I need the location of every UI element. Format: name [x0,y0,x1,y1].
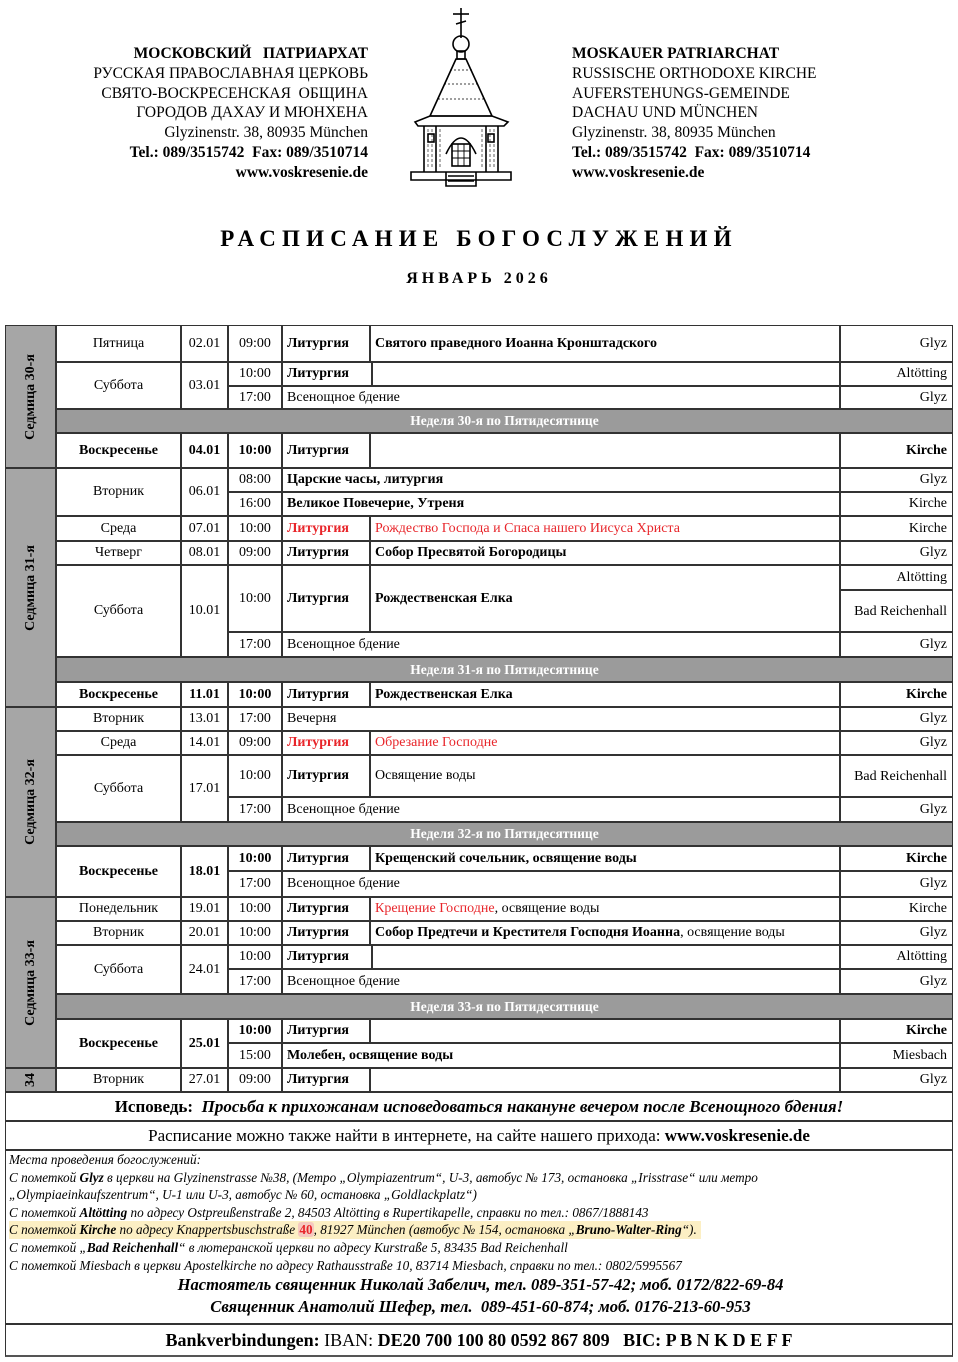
time-cell: 17:00 [228,969,282,994]
confession-text: Просьба к прихожанам исповедоваться накануне вечером после Всенощного бдения! [201,1097,844,1116]
date-cell: 02.01 [181,325,228,362]
day-cell: Воскресенье [56,1019,181,1068]
time-cell: 17:00 [228,707,282,731]
service-cell: Всенощное бдение [282,871,840,897]
date-cell: 27.01 [181,1068,228,1092]
sunday-header: Неделя 31-я по Пятидесятнице [56,657,953,682]
bank-details [5,1324,953,1357]
feast-suffix: , освящение воды [680,925,785,940]
place-miesbach: С пометкой Miesbach в церкви Apostelkirche по адресу Rathausstraße 10, 83714 Miesbach, справки по тел.: 0802/5995567 [9,1257,682,1273]
service-cell: Великое Повечерие, Утреня [282,492,840,516]
date-cell: 06.01 [181,468,228,516]
service-cell: Всенощное бдение [282,969,840,994]
feast-cell: Святого праведного Иоанна Кронштадского [370,325,840,362]
day-cell: Среда [56,516,181,541]
patriarchate-ru: МОСКОВСКИЙ ПАТРИАРХАТ [133,45,368,62]
service-cell: Вечерня [282,707,840,731]
date-cell: 03.01 [181,362,228,409]
place-kirche: С пометкой Kirche по адресу Knappertsbuschstraße 40, 81927 München (автобус № 154, остановка „Bruno-Walter-Ring“). [9,1221,952,1239]
feast-cell: Крещенский сочельник, освящение воды [370,846,840,871]
place-cell: Bad Reichenhall [840,590,953,632]
date-cell: 11.01 [181,682,228,707]
day-cell: Вторник [56,921,181,945]
place-altoetting: С пометкой Altötting по адресу Ostpreußenstraße 2, 84503 Altötting в Rupertikapelle, справки по тел.: 0867/1888143 [9,1204,649,1220]
place-cell: Glyz [840,871,953,897]
time-cell: 10:00 [228,433,282,468]
place-reichenhall: С пометкой „Bad Reichenhall“ в лютеранской церкви по адресу Kurstraße 5, 83435 Bad Reichenhall [9,1239,568,1255]
day-cell: Вторник [56,468,181,516]
time-cell: 15:00 [228,1043,282,1068]
feast-cell [372,945,840,969]
time-cell: 16:00 [228,492,282,516]
service-cell: Литургия [282,897,370,921]
service-cell: Царские часы, литургия [282,468,840,492]
address-de: Glyzinenstr. 38, 80935 München [572,124,776,142]
week-label: Седмица 32-я [5,707,56,897]
service-cell: Литургия [282,433,370,468]
service-cell: Литургия [282,921,370,945]
feast-cell [372,362,840,386]
time-cell: 08:00 [228,468,282,492]
service-cell: Литургия [282,325,370,362]
place-glyz-continued: „Olympiaeinkaufszentrum“, U-1 или U-3, автобус № 60, остановка „Goldlackplatz“) [9,1187,477,1203]
time-cell: 10:00 [228,682,282,707]
place-cell: Glyz [840,921,953,945]
place-glyz: С пометкой Glyz в церкви на Glyzinenstrasse №38, (Метро „Olympiazentrum“, U-3, автобус № 173, остановка „Irisstrase“ или метро [9,1169,758,1185]
date-cell: 24.01 [181,945,228,994]
time-cell: 10:00 [228,846,282,871]
service-cell: Литургия [282,682,370,707]
date-cell: 20.01 [181,921,228,945]
place-cell: Glyz [840,707,953,731]
week-label: 34 [5,1068,56,1092]
place-cell: Altötting [840,362,953,386]
feast-cell [370,921,840,945]
service-cell: Литургия [282,731,370,755]
place-cell: Kirche [840,492,953,516]
day-cell: Суббота [56,945,181,994]
address-ru: Glyzinenstr. 38, 80935 München [164,124,368,142]
service-cell: Литургия [282,516,370,541]
place-cell: Bad Reichenhall [840,755,953,797]
place-cell: Glyz [840,325,953,362]
time-cell: 09:00 [228,541,282,565]
place-cell: Glyz [840,468,953,492]
service-cell: Всенощное бдение [282,632,840,657]
website-note [5,1121,953,1150]
service-cell: Литургия [282,755,370,797]
time-cell: 17:00 [228,632,282,657]
service-cell: Литургия [282,362,372,386]
website-note-text: Расписание можно также найти в интернете, на сайте нашего прихода: [148,1126,665,1145]
feast-cell: Рождественская Елка [370,565,840,632]
bank-label: Bankverbindungen: [165,1330,320,1350]
rector-contact: Настоятель священник Николай Забелич, тел. 089-351-57-42; моб. 0172/822-69-84 [177,1275,784,1295]
day-cell: Вторник [56,707,181,731]
time-cell: 17:00 [228,386,282,409]
day-cell: Вторник [56,1068,181,1092]
place-cell: Kirche [840,682,953,707]
day-cell: Суббота [56,755,181,822]
feast-suffix: , освящение воды [494,901,600,916]
highlighted-number: 40 [299,1222,313,1238]
bic-label: BIC: [609,1330,666,1350]
week-label: Седмица 31-я [5,468,56,707]
cities-de: DACHAU UND MÜNCHEN [572,104,758,122]
date-cell: 08.01 [181,541,228,565]
time-cell: 17:00 [228,797,282,822]
place-cell: Glyz [840,541,953,565]
week-label: Седмица 33-я [5,897,56,1068]
page-subtitle: ЯНВАРЬ 2026 [406,270,552,287]
time-cell: 10:00 [228,921,282,945]
date-cell: 10.01 [181,565,228,657]
date-cell: 17.01 [181,755,228,822]
service-cell: Всенощное бдение [282,386,840,409]
time-cell: 09:00 [228,325,282,362]
place-cell: Kirche [840,516,953,541]
date-cell: 25.01 [181,1019,228,1068]
website-link[interactable]: www.voskresenie.de [664,1126,810,1145]
feast-cell: Освящение воды [370,755,840,797]
place-cell: Kirche [840,1019,953,1043]
sunday-header: Неделя 33-я по Пятидесятнице [56,994,953,1019]
website-ru[interactable]: www.voskresenie.de [235,163,368,181]
iban-label: IBAN: [319,1330,378,1350]
day-cell: Среда [56,731,181,755]
feast-cell: Рождественская Елка [370,682,840,707]
sunday-header: Неделя 30-я по Пятидесятнице [56,409,953,433]
place-cell: Glyz [840,632,953,657]
community-ru: СВЯТО-ВОСКРЕСЕНСКАЯ ОБЩИНА [101,84,368,102]
website-de[interactable]: www.voskresenie.de [572,163,705,181]
place-cell: Altötting [840,565,953,590]
sunday-header: Неделя 32-я по Пятидесятнице [56,822,953,846]
service-cell: Литургия [282,541,370,565]
time-cell: 10:00 [228,565,282,632]
feast-cell: Собор Пресвятой Богородицы [370,541,840,565]
day-cell: Суббота [56,362,181,409]
time-cell: 17:00 [228,871,282,897]
header-russian [93,44,368,183]
church-icon [408,4,544,190]
time-cell: 10:00 [228,516,282,541]
header-german [572,44,817,183]
service-cell: Литургия [282,1068,370,1092]
date-cell: 04.01 [181,433,228,468]
week-label: Седмица 30-я [5,325,56,468]
date-cell: 18.01 [181,846,228,897]
time-cell: 10:00 [228,362,282,386]
phone-ru: Tel.: 089/3515742 Fax: 089/3510714 [129,143,368,161]
feast-cell: Обрезание Господне [370,731,840,755]
place-cell: Kirche [840,433,953,468]
place-cell: Altötting [840,945,953,969]
cities-ru: ГОРОДОВ ДАХАУ И МЮНХЕНА [136,104,368,122]
places-heading: Места проведения богослужений: [9,1152,201,1167]
time-cell: 10:00 [228,945,282,969]
place-cell: Glyz [840,386,953,409]
place-cell: Glyz [840,1068,953,1092]
service-cell: Литургия [282,846,370,871]
service-cell: Литургия [282,1019,370,1043]
service-cell: Молебен, освящение воды [282,1043,840,1068]
date-cell: 14.01 [181,731,228,755]
date-cell: 13.01 [181,707,228,731]
community-de: AUFERSTEHUNGS-GEMEINDE [572,84,790,102]
day-cell: Четверг [56,541,181,565]
priest-contact: Священник Анатолий Шефер, тел. 089-451-60-874; моб. 0176-213-60-953 [210,1297,751,1317]
time-cell: 10:00 [228,1019,282,1043]
date-cell: 07.01 [181,516,228,541]
place-cell: Kirche [840,846,953,871]
feast-name: Собор Предтечи и Крестителя Господня Иоанна [375,925,681,940]
time-cell: 09:00 [228,731,282,755]
place-cell: Miesbach [840,1043,953,1068]
feast-cell [370,897,840,921]
day-cell: Пятница [56,325,181,362]
place-cell: Glyz [840,797,953,822]
iban-value: DE20 700 100 80 0592 867 809 [377,1330,610,1350]
schedule-table [5,325,953,1092]
time-cell: 10:00 [228,755,282,797]
confession-note [5,1092,953,1121]
patriarchate-de: MOSKAUER PATRIARCHAT [572,45,780,62]
feast-name: Крещение Господне [375,901,495,916]
day-cell: Воскресенье [56,846,181,897]
day-cell: Понедельник [56,897,181,921]
date-cell: 19.01 [181,897,228,921]
service-cell: Литургия [282,565,370,632]
feast-cell [370,433,840,468]
feast-cell [370,1068,840,1092]
bic-value: P B N K D E F F [665,1330,793,1350]
phone-de: Tel.: 089/3515742 Fax: 089/3510714 [572,143,811,161]
day-cell: Воскресенье [56,682,181,707]
feast-cell [370,1019,840,1043]
church-ru: РУССКАЯ ПРАВОСЛАВНАЯ ЦЕРКОВЬ [93,64,368,82]
service-cell: Всенощное бдение [282,797,840,822]
time-cell: 10:00 [228,897,282,921]
day-cell: Воскресенье [56,433,181,468]
place-cell: Kirche [840,897,953,921]
place-cell: Glyz [840,969,953,994]
places-section [5,1150,953,1324]
feast-cell: Рождество Господа и Спаса нашего Иисуса Христа [370,516,840,541]
time-cell: 09:00 [228,1068,282,1092]
place-cell: Glyz [840,731,953,755]
page-title: РАСПИСАНИЕ БОГОСЛУЖЕНИЙ [220,226,738,251]
confession-label: Исповедь: [114,1097,194,1116]
service-cell: Литургия [282,945,372,969]
day-cell: Суббота [56,565,181,657]
church-de: RUSSISCHE ORTHODOXE KIRCHE [572,64,817,82]
